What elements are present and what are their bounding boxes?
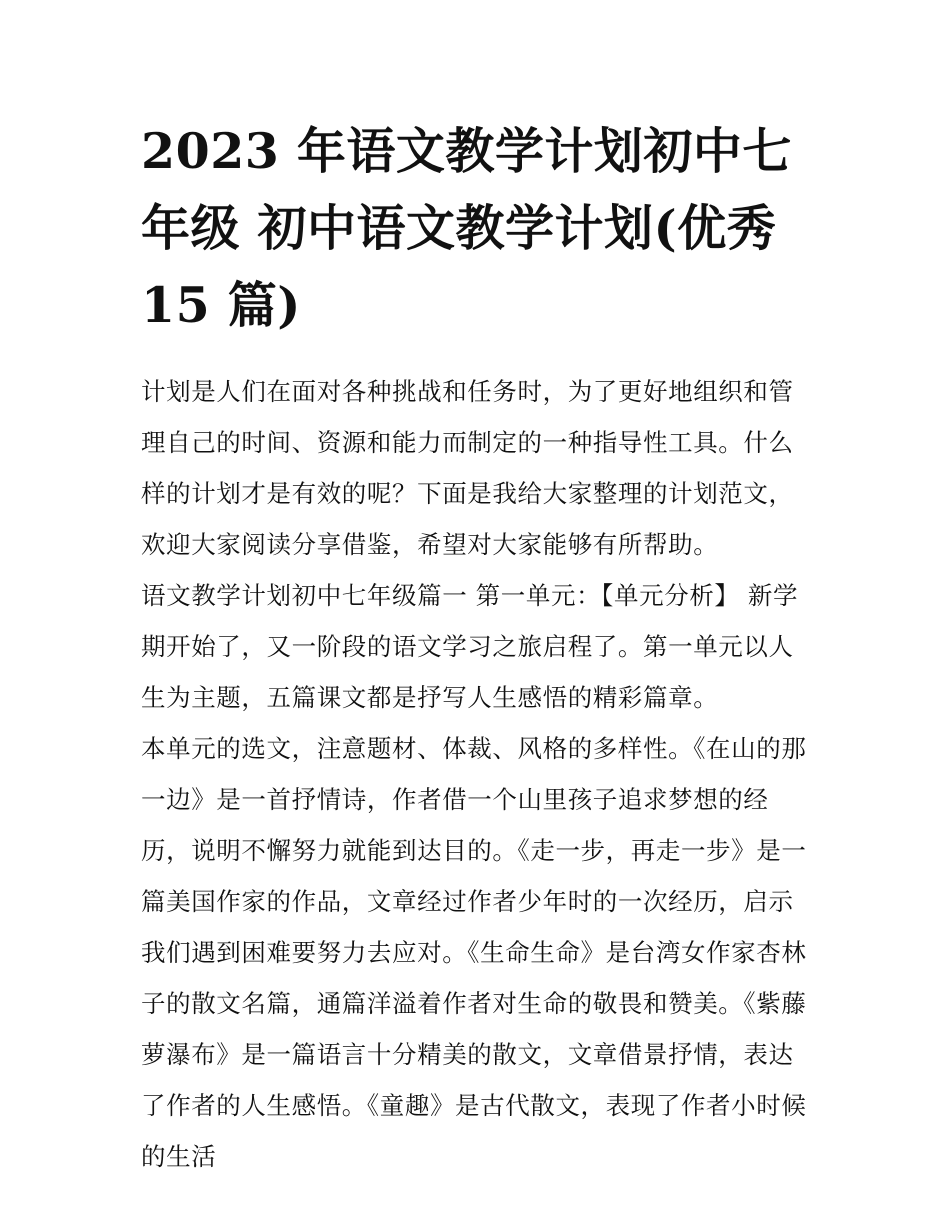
document-title: 2023 年语文教学计划初中七年级 初中语文教学计划(优秀 15 篇) [141,122,792,334]
document-body [141,113,813,1182]
unit-analysis-paragraph: 本单元的选文，注意题材、体裁、风格的多样性。《在山的那一边》是一首抒情诗，作者借一个山里孩子追求梦想的经历，说明不懈努力就能到达目的。《走一步，再走一步》是一篇美国作家的作品，文章经过作者少年时的一次经历，启示我们遇到困难要努力去应对。《生命生命》是台湾女作家杏林子的散文名篇，通篇洋溢着作者对生命的敬畏和赞美。《紫藤萝瀑布》是一篇语言十分精美的散文，文章借景抒情，表达了作者的人生感悟。《童趣》是古代散文，表现了作者小时候的生活 [141,734,807,1171]
intro-paragraph: 计划是人们在面对各种挑战和任务时，为了更好地组织和管理自己的时间、资源和能力而制定的一种指导性工具。什么样的计划才是有效的呢？下面是我给大家整理的计划范文，欢迎大家阅读分享借鉴，希望对大家能够有所帮助。 [141,377,794,559]
unit-one-paragraph: 语文教学计划初中七年级篇一 第一单元：【单元分析】 新学期开始了，又一阶段的语文学习之旅启程了。第一单元以人生为主题，五篇课文都是抒写人生感悟的精彩篇章。 [141,581,799,712]
